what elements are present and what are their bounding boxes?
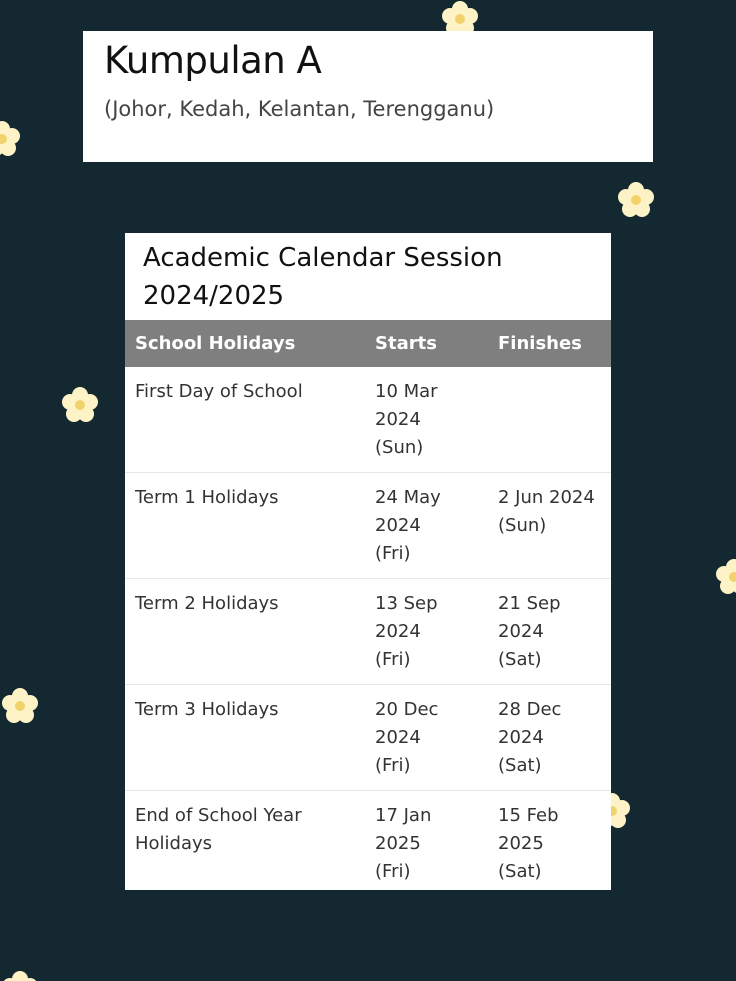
holiday-name: Term 2 Holidays [125,579,365,685]
holiday-table [125,320,611,896]
start-date: 13 Sep 2024 (Fri) [365,579,488,685]
column-header-holidays: School Holidays [125,320,365,367]
finish-date: 15 Feb 2025 (Sat) [498,805,559,882]
table-row [125,685,611,791]
table-header-row [125,320,611,367]
start-date: 20 Dec 2024 (Fri) [365,685,488,791]
group-header-card [83,31,653,162]
flower-icon [0,685,42,729]
table-row [125,367,611,473]
holiday-name: End of School Year Holidays [135,805,302,854]
holiday-name: First Day of School [125,367,365,473]
table-row [125,473,611,579]
group-title: Kumpulan A [104,39,322,82]
calendar-title: Academic Calendar Session 2024/2025 [143,243,503,311]
flower-icon [0,118,24,162]
column-header-starts: Starts [365,320,488,367]
finish-date: 2 Jun 2024 (Sun) [488,473,611,579]
flower-icon [712,556,736,600]
flower-icon [614,179,658,223]
finish-date: 21 Sep 2024 (Sat) [488,579,611,685]
group-states: (Johor, Kedah, Kelantan, Terengganu) [104,97,495,122]
calendar-card [125,233,611,890]
column-header-finishes: Finishes [488,320,611,367]
finish-date [488,367,611,473]
table-row [125,791,611,897]
holiday-name: Term 1 Holidays [125,473,365,579]
holiday-name: Term 3 Holidays [125,685,365,791]
flower-icon [0,968,42,981]
table-row [125,579,611,685]
finish-date: 28 Dec 2024 (Sat) [488,685,611,791]
start-date: 24 May 2024 (Fri) [365,473,488,579]
flower-icon [58,384,102,428]
start-date: 17 Jan 2025 (Fri) [375,805,432,882]
start-date: 10 Mar 2024 (Sun) [365,367,488,473]
